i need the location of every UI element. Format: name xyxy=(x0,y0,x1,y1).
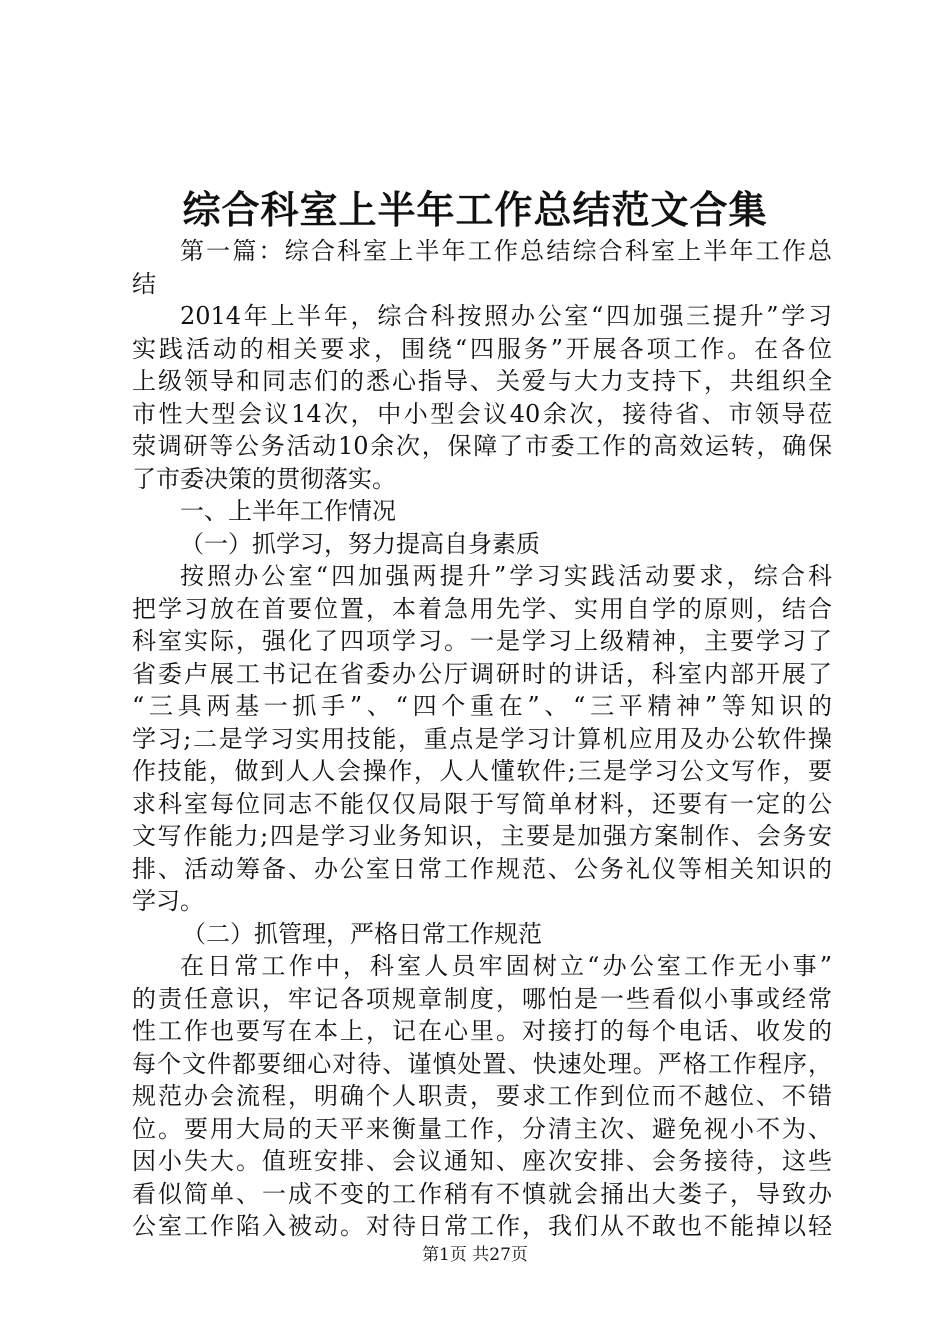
text-line: 文写作能力;四是学习业务知识，主要是加强方案制作、会务安 xyxy=(132,822,832,850)
text-line: 在日常工作中，科室人员牢固树立“办公室工作无小事” xyxy=(180,952,832,980)
text-line: 求科室每位同志不能仅仅局限于写简单材料，还要有一定的公 xyxy=(132,789,832,818)
text-line: 学习。 xyxy=(132,887,204,915)
text-line: 因小失大。值班安排、会议通知、座次安排、会务接待，这些 xyxy=(132,1147,832,1175)
text-line: 结 xyxy=(132,269,156,298)
page-number-footer: 第1页 共27页 xyxy=(422,1245,528,1265)
subsection-heading: （一）抓学习，努力提高自身素质 xyxy=(180,529,540,558)
text-line: 把学习放在首要位置，本着急用先学、实用自学的原则，结合 xyxy=(132,594,832,623)
text-line: 市性大型会议14次，中小型会议40余次，接待省、市领导莅 xyxy=(132,399,832,428)
text-line: 2014年上半年，综合科按照办公室“四加强三提升”学习 xyxy=(180,302,832,330)
text-line: 公室工作陷入被动。对待日常工作，我们从不敢也不能掉以轻 xyxy=(132,1212,832,1240)
document-title: 综合科室上半年工作总结范文合集 xyxy=(182,187,768,232)
text-line: 看似简单、一成不变的工作稍有不慎就会捅出大娄子，导致办 xyxy=(132,1179,832,1208)
text-line: 第一篇：综合科室上半年工作总结综合科室上半年工作总 xyxy=(180,237,832,265)
text-line: 了市委决策的贯彻落实。 xyxy=(132,464,396,493)
text-line: “三具两基一抓手”、“四个重在”、“三平精神”等知识的 xyxy=(132,692,832,720)
text-line: 位。要用大局的天平来衡量工作，分清主次、避免视小不为、 xyxy=(132,1114,832,1143)
text-line: 上级领导和同志们的悉心指导、关爱与大力支持下，共组织全 xyxy=(132,367,832,395)
text-line: 省委卢展工书记在省委办公厅调研时的讲话，科室内部开展了 xyxy=(132,659,832,688)
document-body xyxy=(132,235,832,1243)
text-line: 作技能，做到人人会操作，人人懂软件;三是学习公文写作，要 xyxy=(132,757,832,785)
text-line: 的责任意识，牢记各项规章制度，哪怕是一些看似小事或经常 xyxy=(132,984,832,1013)
text-line: 每个文件都要细心对待、谨慎处置、快速处理。严格工作程序， xyxy=(132,1049,832,1078)
text-line: 实践活动的相关要求，围绕“四服务”开展各项工作。在各位 xyxy=(132,334,832,363)
text-line: 科室实际，强化了四项学习。一是学习上级精神，主要学习了 xyxy=(132,627,832,655)
subsection-heading: （二）抓管理，严格日常工作规范 xyxy=(182,919,542,948)
text-line: 排、活动筹备、办公室日常工作规范、公务礼仪等相关知识的 xyxy=(132,854,832,883)
section-heading: 一、上半年工作情况 xyxy=(180,497,396,525)
text-line: 规范办会流程，明确个人职责，要求工作到位而不越位、不错 xyxy=(132,1082,832,1110)
text-line: 性工作也要写在本上，记在心里。对接打的每个电话、收发的 xyxy=(132,1017,832,1045)
text-line: 按照办公室“四加强两提升”学习实践活动要求，综合科 xyxy=(180,562,832,590)
text-line: 学习;二是学习实用技能，重点是学习计算机应用及办公软件操 xyxy=(132,724,832,753)
text-line: 荥调研等公务活动10余次，保障了市委工作的高效运转，确保 xyxy=(132,432,832,460)
